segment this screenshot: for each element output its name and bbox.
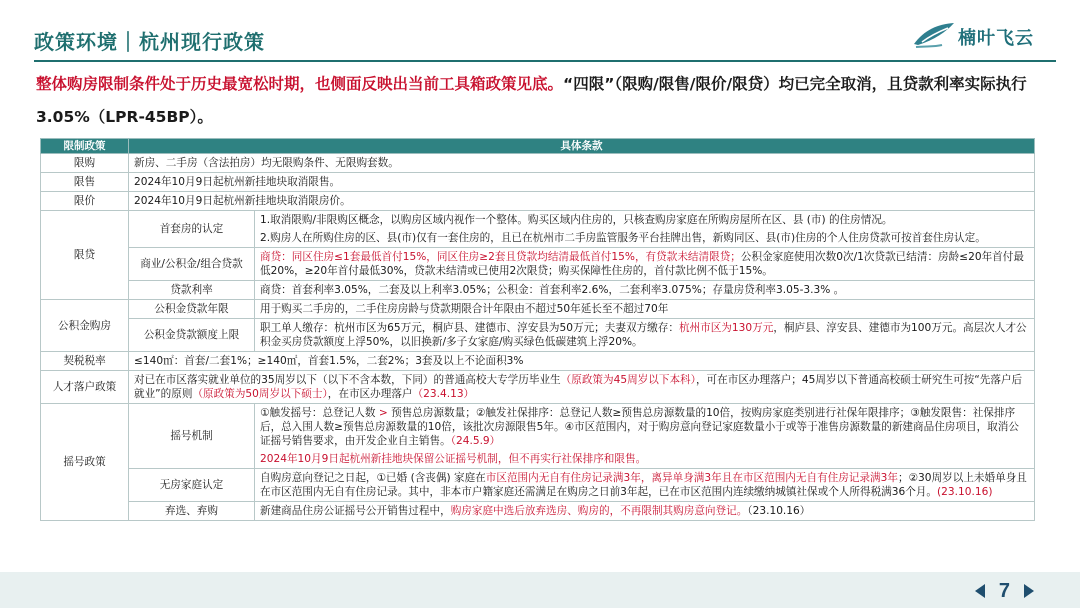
row-category: 摇号政策 [41, 404, 129, 521]
table-row [41, 404, 1035, 469]
intro-rest: “四限”（限购/限售/限价/限贷）均已完全取消，且贷款利率实际执行3.05%（LPR-45BP）。 [36, 75, 1027, 126]
table-row [41, 371, 1035, 404]
row-detail [255, 319, 1035, 352]
leaf-logo-icon [912, 20, 956, 50]
detail-line: 2.购房人在所购住房的区、县(市)仅有一套住房的，且已在杭州市二手房监管服务平台挂牌出售，新购同区、县(市)住房的个人住房贷款可按首套住房认定。 [260, 232, 986, 244]
detail-text: 新建商品住房公证摇号公开销售过程中， [260, 505, 451, 517]
previous-page-icon[interactable] [975, 584, 985, 598]
detail-highlight: 商贷：同区住房≤1套最低首付15%，同区住房≥2套且贷款均结清最低首付15%，有贷款未结清限贷； [260, 251, 741, 263]
detail-text: （23.10.16） [747, 505, 811, 517]
row-subcategory: 弃选、弃购 [129, 502, 255, 521]
table-row [41, 319, 1035, 352]
table-row [41, 352, 1035, 371]
row-category: 契税税率 [41, 352, 129, 371]
table-header-row [41, 139, 1035, 154]
detail-highlight: （原政策为45周岁以下本科） [560, 374, 696, 386]
table-row [41, 173, 1035, 192]
page-number: 7 [998, 579, 1010, 602]
row-detail [255, 404, 1035, 469]
detail-text: 公积金家庭使用次数0次/1次贷款已结清：房龄≤20年首付最低20%，≥20年首付最低30%，贷款未结清或已使用2次限贷；购买保障性住房的，首付款比例不低于15%。 [260, 251, 1024, 277]
detail-text: ，可在市区办理落户；45周岁以下普通高校硕士研究生可按“先落户后就业”的原则 [134, 374, 1023, 400]
detail-text: 职工单人缴存：杭州市区为65万元，桐庐县、建德市、淳安县为50万元；夫妻双方缴存： [260, 322, 679, 334]
row-subcategory: 公积金贷款额度上限 [129, 319, 255, 352]
detail-text: ；②30周岁以上未婚单身且在市区范围内无自有住房记录。其中，非本市户籍家庭还需满足在购房之日前3年起，已在市区范围内连续缴纳城镇社保或个人所得税满36个月。 [260, 472, 1027, 498]
header-divider [34, 60, 1056, 62]
detail-highlight: 市区范围内无自有住房记录满3年，离异单身满3年且在市区范围内无自有住房记录满3年 [485, 472, 898, 484]
row-category: 人才落户政策 [41, 371, 129, 404]
company-logo [912, 18, 1052, 54]
row-subcategory: 首套房的认定 [129, 211, 255, 248]
row-subcategory: 公积金贷款年限 [129, 300, 255, 319]
detail-highlight: （23.4.13） [412, 388, 475, 400]
table-row [41, 192, 1035, 211]
row-detail [255, 211, 1035, 248]
header-terms: 具体条款 [129, 139, 1035, 154]
row-detail [255, 469, 1035, 502]
row-subcategory: 商业/公积金/组合贷款 [129, 248, 255, 281]
detail-text: ，在市区办理落户 [327, 388, 413, 400]
table-row [41, 248, 1035, 281]
page-navigation [975, 578, 1034, 604]
detail-text: ，桐庐县、淳安县、建德市为100万元。高层次人才公积金买房贷款额度上浮50%，以旧换新/多子女家庭/购买绿色低碳建筑上浮20%。 [260, 322, 1027, 348]
detail-highlight: （24.5.9） [450, 435, 501, 447]
row-category: 限购 [41, 154, 129, 173]
table-row [41, 469, 1035, 502]
row-detail: 商贷：首套利率3.05%，二套及以上利率3.05%；公积金：首套利率2.6%，二套利率3.075%；存量房贷利率3.05-3.3% 。 [255, 281, 1035, 300]
detail-paragraph [260, 406, 1029, 448]
intro-highlight: 整体购房限制条件处于历史最宽松时期，也侧面反映出当前工具箱政策见底。 [36, 75, 564, 93]
detail-text: 自购房意向登记之日起，①已婚 (含丧偶) 家庭在 [260, 472, 486, 484]
row-detail: 2024年10月9日起杭州新挂地块取消限房价。 [129, 192, 1035, 211]
detail-text: 预售总房源数量；②触发社保排序：总登记人数≥预售总房源数量的10倍，按购房家庭类别进行社保年限排序；③触发限售：社保排序后，总入围人数≥预售总房源数量的10倍，该批次房源限售5年。④市区范围内，对于购房意向登记家庭数量小于或等于准售房源数量的新建商品住房项目，取消公证摇号销售要求，由开发企业自主销售。 [260, 407, 1019, 447]
row-category: 公积金购房 [41, 300, 129, 352]
row-detail: ≤140㎡：首套/二套1%；≥140㎡，首套1.5%，二套2%；3套及以上不论面积3% [129, 352, 1035, 371]
row-subcategory: 无房家庭认定 [129, 469, 255, 502]
detail-highlight: 杭州市区为130万元 [678, 322, 774, 334]
row-detail: 用于购买二手房的，二手住房房龄与贷款期限合计年限由不超过50年延长至不超过70年 [255, 300, 1035, 319]
row-subcategory: 摇号机制 [129, 404, 255, 469]
table-row [41, 281, 1035, 300]
row-detail [255, 248, 1035, 281]
row-category: 限贷 [41, 211, 129, 300]
table-row [41, 211, 1035, 248]
logo-text: 楠叶飞云 [958, 28, 1034, 49]
row-detail [255, 502, 1035, 521]
page-footer [0, 572, 1080, 608]
detail-highlight: （原政策为50周岁以下硕士） [192, 388, 328, 400]
row-subcategory: 贷款利率 [129, 281, 255, 300]
intro-summary [36, 68, 1046, 134]
detail-note: 2024年10月9日起杭州新挂地块保留公证摇号机制，但不再实行社保排序和限售。 [260, 453, 647, 465]
detail-highlight: (23.10.16) [937, 486, 993, 498]
page-header [0, 0, 1080, 64]
row-category: 限价 [41, 192, 129, 211]
row-category: 限售 [41, 173, 129, 192]
row-detail: 新房、二手房（含法拍房）均无限购条件、无限购套数。 [129, 154, 1035, 173]
page-title: 政策环境｜杭州现行政策 [34, 30, 265, 54]
next-page-icon[interactable] [1024, 584, 1034, 598]
table-row [41, 502, 1035, 521]
detail-highlight: 购房家庭中选后放弃选房、购房的，不再限制其购房意向登记。 [450, 505, 748, 517]
row-detail: 2024年10月9日起杭州新挂地块取消限售。 [129, 173, 1035, 192]
detail-highlight: > [378, 407, 388, 419]
header-policy: 限制政策 [41, 139, 129, 154]
detail-text: 对已在市区落实就业单位的35周岁以下（以下不含本数，下同）的普通高校大专学历毕业生 [134, 374, 561, 386]
detail-line: 1.取消限购/非限购区概念，以购房区域内视作一个整体。购买区域内住房的，只核查购房家庭在所购房屋所在区、县 (市) 的住房情况。 [260, 214, 893, 226]
policy-table [40, 138, 1035, 521]
table-row [41, 154, 1035, 173]
row-detail [129, 371, 1035, 404]
table-row [41, 300, 1035, 319]
detail-text: ①触发摇号：总登记人数 [260, 407, 379, 419]
